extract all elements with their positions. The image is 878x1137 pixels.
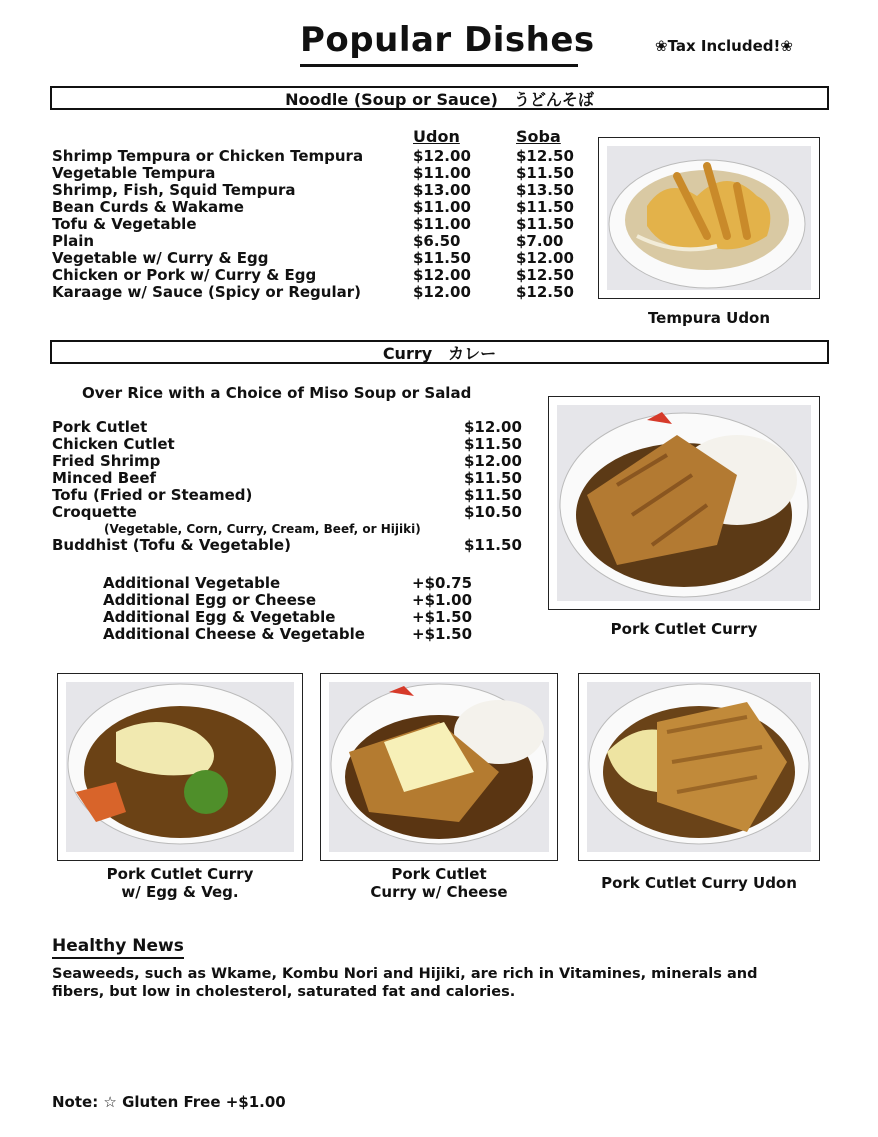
- curry-additions-list: [103, 575, 492, 643]
- item-price: $11.50: [464, 469, 522, 487]
- healthy-news-heading: Healthy News: [52, 936, 184, 959]
- item-name: Fried Shrimp: [52, 452, 161, 470]
- curry-section-header: [50, 340, 829, 364]
- menu-row: [52, 284, 596, 301]
- item-name: Minced Beef: [52, 469, 157, 487]
- menu-row: [52, 216, 596, 233]
- noodle-menu-list: [52, 148, 596, 301]
- item-name: Bean Curds & Wakame: [52, 198, 244, 216]
- croquette-note: (Vegetable, Corn, Curry, Cream, Beef, or Hijiki): [104, 522, 421, 536]
- page-title: Popular Dishes: [300, 20, 595, 60]
- menu-row: [52, 250, 596, 267]
- item-price: $11.50: [516, 164, 574, 182]
- item-name: Additional Cheese & Vegetable: [103, 625, 365, 643]
- caption-line: Pork Cutlet: [391, 865, 487, 883]
- curry-subtitle: Over Rice with a Choice of Miso Soup or Salad: [82, 384, 472, 402]
- cutlet-curry-udon-image: [587, 682, 811, 852]
- menu-row: [52, 504, 534, 521]
- tax-note: ❀Tax Included!❀: [655, 37, 793, 55]
- item-name: Additional Egg or Cheese: [103, 591, 317, 609]
- menu-row: [103, 626, 492, 643]
- item-price: $11.50: [464, 486, 522, 504]
- item-price: $12.00: [413, 147, 471, 165]
- gallery-photo-egg-veg: [57, 673, 303, 861]
- soba-column-header: Soba: [516, 127, 561, 146]
- item-price: $12.00: [464, 418, 522, 436]
- menu-row: [103, 592, 492, 609]
- cheese-curry-image: [329, 682, 549, 852]
- item-price: $11.00: [413, 164, 471, 182]
- item-price: +$1.50: [412, 608, 473, 626]
- gallery-caption-cheese: [320, 865, 558, 901]
- item-price: $11.50: [464, 536, 522, 554]
- pork-cutlet-curry-caption: Pork Cutlet Curry: [610, 620, 758, 638]
- gallery-caption-egg-veg: [57, 865, 303, 901]
- healthy-news-line-2: fibers, but low in cholesterol, saturated fat and calories.: [52, 984, 516, 1000]
- menu-row: [52, 165, 596, 182]
- item-price: $11.50: [413, 249, 471, 267]
- item-price: $6.50: [413, 232, 461, 250]
- curry-menu-list: [52, 419, 534, 554]
- item-name: Vegetable w/ Curry & Egg: [52, 249, 269, 267]
- menu-row: [52, 199, 596, 216]
- item-price: $11.00: [413, 198, 471, 216]
- menu-row: [52, 182, 596, 199]
- menu-row: [52, 470, 534, 487]
- item-price: +$1.50: [412, 625, 473, 643]
- item-price: $12.00: [464, 452, 522, 470]
- item-price: $11.50: [464, 435, 522, 453]
- menu-row: [52, 148, 596, 165]
- item-name: Shrimp, Fish, Squid Tempura: [52, 181, 296, 199]
- item-name: Vegetable Tempura: [52, 164, 216, 182]
- item-price: +$1.00: [412, 591, 473, 609]
- item-name: Tofu (Fried or Steamed): [52, 486, 253, 504]
- item-price: $13.00: [413, 181, 471, 199]
- pork-cutlet-curry-photo: [548, 396, 820, 610]
- item-name: Shrimp Tempura or Chicken Tempura: [52, 147, 364, 165]
- item-price: $12.00: [413, 283, 471, 301]
- egg-veg-curry-image: [66, 682, 294, 852]
- udon-column-header: Udon: [413, 127, 460, 146]
- item-price: $12.50: [516, 283, 574, 301]
- item-name: Buddhist (Tofu & Vegetable): [52, 536, 291, 554]
- item-price: $7.00: [516, 232, 564, 250]
- item-name: Additional Egg & Vegetable: [103, 608, 336, 626]
- menu-row: [52, 419, 534, 436]
- item-name: Tofu & Vegetable: [52, 215, 197, 233]
- item-price: $12.50: [516, 266, 574, 284]
- item-price: $10.50: [464, 503, 522, 521]
- item-price: $12.00: [516, 249, 574, 267]
- item-name: Pork Cutlet: [52, 418, 148, 436]
- tempura-udon-image: [607, 146, 811, 290]
- tempura-udon-caption: Tempura Udon: [647, 309, 771, 327]
- menu-row: [103, 609, 492, 626]
- menu-row: [52, 436, 534, 453]
- item-name: Plain: [52, 232, 95, 250]
- item-name: Chicken or Pork w/ Curry & Egg: [52, 266, 317, 284]
- item-price: $12.00: [413, 266, 471, 284]
- curry-header-label: Curry カレー: [382, 343, 497, 363]
- title-underline: [300, 64, 578, 67]
- item-name: Croquette: [52, 503, 137, 521]
- item-name: Chicken Cutlet: [52, 435, 175, 453]
- gluten-free-note: Note: ☆ Gluten Free +$1.00: [52, 1093, 286, 1111]
- item-name: Karaage w/ Sauce (Spicy or Regular): [52, 283, 361, 301]
- menu-row: [52, 233, 596, 250]
- menu-row: [52, 537, 532, 554]
- item-price: $11.50: [516, 215, 574, 233]
- caption-line: Curry w/ Cheese: [370, 883, 508, 901]
- pork-cutlet-curry-image: [557, 405, 811, 601]
- item-price: +$0.75: [412, 574, 473, 592]
- caption-line: Pork Cutlet Curry Udon: [601, 874, 797, 892]
- gallery-caption-udon: [578, 874, 820, 892]
- menu-row: [103, 575, 492, 592]
- healthy-news-line-1: Seaweeds, such as Wkame, Kombu Nori and Hijiki, are rich in Vitamines, minerals and: [52, 966, 758, 982]
- gallery-photo-udon: [578, 673, 820, 861]
- noodle-section-header: [50, 86, 829, 110]
- noodle-header-label: Noodle (Soup or Sauce) うどんそば: [285, 89, 594, 109]
- menu-row: [52, 267, 596, 284]
- item-name: Additional Vegetable: [103, 574, 281, 592]
- item-price: $13.50: [516, 181, 574, 199]
- item-price: $11.50: [516, 198, 574, 216]
- menu-row: [52, 453, 534, 470]
- item-price: $11.00: [413, 215, 471, 233]
- gallery-photo-cheese: [320, 673, 558, 861]
- caption-line: Pork Cutlet Curry: [106, 865, 254, 883]
- item-price: $12.50: [516, 147, 574, 165]
- tempura-udon-photo: [598, 137, 820, 299]
- caption-line: w/ Egg & Veg.: [121, 883, 239, 901]
- menu-row: [52, 487, 534, 504]
